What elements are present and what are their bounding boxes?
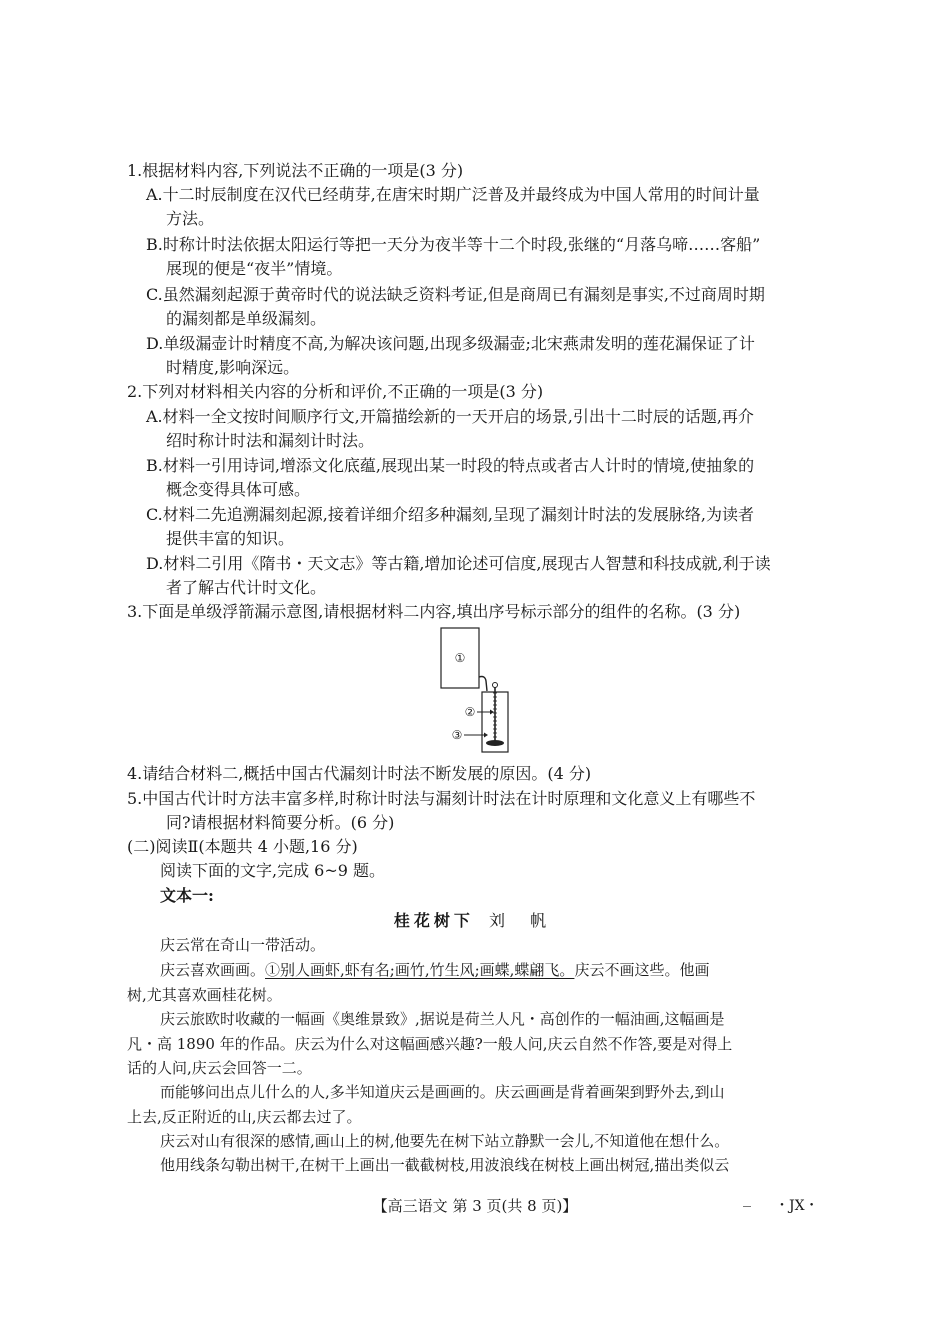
q4-stem: 4.请结合材料二,概括中国古代漏刻计时法不断发展的原因。(4 分) [127, 764, 592, 783]
q2-option-d: D.材料二引用《隋书・天文志》等古籍,增加论述可信度,展现古人智慧和科技成就,利于读 [146, 554, 771, 573]
q3-stem: 3.下面是单级浮箭漏示意图,请根据材料二内容,填出序号标示部分的组件的名称。(3 分) [127, 602, 741, 621]
float [486, 740, 504, 746]
float-arrow-clepsydra-diagram [440, 625, 510, 755]
label-1: ① [454, 651, 466, 665]
story-p2-start: 庆云喜欢画画。 [160, 961, 266, 979]
q1-option-d: D.单级漏壶计时精度不高,为解决该问题,出现多级漏壶;北宋燕肃发明的莲花漏保证了计 [146, 334, 755, 353]
story-paragraph-3-end: 话的人问,庆云会回答一二。 [127, 1059, 312, 1077]
story-paragraph-3: 庆云旅欧时收藏的一幅画《奥维景致》,据说是荷兰人凡・高创作的一幅油画,这幅画是 [160, 1010, 725, 1028]
q5-stem: 5.中国古代计时方法丰富多样,时称计时法与漏刻计时法在计时原理和文化意义上有哪些不 [127, 789, 756, 808]
q1-option-a: A.十二时辰制度在汉代已经萌芽,在唐宋时期广泛普及并最终成为中国人常用的时间计量 [146, 185, 760, 204]
footer-code: ・JX・ [775, 1198, 819, 1214]
q1-option-c-cont: 的漏刻都是单级漏刻。 [166, 309, 327, 328]
q1-option-b-cont: 展现的便是“夜半”情境。 [166, 259, 343, 278]
q1-stem: 1.根据材料内容,下列说法不正确的一项是(3 分) [127, 161, 464, 180]
q2-option-d-cont: 者了解古代计时文化。 [166, 578, 327, 597]
q1-option-a-cont: 方法。 [166, 209, 215, 228]
section-header: (二)阅读Ⅱ(本题共 4 小题,16 分) [127, 837, 358, 856]
story-paragraph-4-cont: 上去,反正附近的山,庆云都去过了。 [127, 1108, 362, 1126]
section-instruction: 阅读下面的文字,完成 6~9 题。 [160, 861, 386, 880]
q1-option-b: B.时称计时法依据太阳运行等把一天分为夜半等十二个时段,张继的“月落乌啼……客船” [146, 235, 761, 254]
q1-option-d-cont: 时精度,影响深远。 [166, 358, 300, 377]
story-paragraph-2-cont: 树,尤其喜欢画桂花树。 [127, 986, 282, 1004]
label-2: ② [464, 705, 476, 719]
q2-option-c: C.材料二先追溯漏刻起源,接着详细介绍多种漏刻,呈现了漏刻计时法的发展脉络,为读者 [146, 505, 755, 524]
q1-option-c: C.虽然漏刻起源于黄帝时代的说法缺乏资料考证,但是商周已有漏刻是事实,不过商周时期 [146, 285, 765, 304]
story-author: 刘 帆 [489, 911, 557, 930]
story-paragraph-2 [160, 959, 709, 981]
underlined-sentence-1: ①别人画虾,虾有名;画竹,竹生风;画蝶,蝶翩飞。 [265, 961, 575, 979]
story-paragraph-5: 庆云对山有很深的感情,画山上的树,他要先在树下站立静默一会儿,不知道他在想什么。 [160, 1132, 730, 1150]
arrow-knob [493, 683, 498, 688]
story-paragraph-3-cont: 凡・高 1890 年的作品。庆云为什么对这幅画感兴趣?一般人问,庆云自然不作答,要是对得上 [127, 1035, 733, 1053]
spout [479, 677, 487, 692]
q2-option-b: B.材料一引用诗词,增添文化底蕴,展现出某一时段的特点或者古人计时的情境,使抽象的 [146, 456, 755, 475]
page-footer: 【高三语文 第 3 页(共 8 页)】 [372, 1197, 578, 1215]
story-title: 桂花树下 [393, 911, 474, 930]
q2-option-b-cont: 概念变得具体可感。 [166, 480, 311, 499]
story-p2-end: 庆云不画这些。他画 [574, 961, 710, 979]
story-heading [0, 910, 950, 932]
story-paragraph-6: 他用线条勾勒出树干,在树干上画出一截截树枝,用波浪线在树枝上画出树冠,描出类似云 [160, 1156, 730, 1174]
footer-mark [743, 1206, 751, 1207]
story-paragraph-1: 庆云常在奇山一带活动。 [160, 936, 326, 954]
q2-option-a-cont: 绍时称计时法和漏刻计时法。 [166, 431, 375, 450]
q2-stem: 2.下列对材料相关内容的分析和评价,不正确的一项是(3 分) [127, 382, 544, 401]
story-paragraph-4: 而能够问出点儿什么的人,多半知道庆云是画画的。庆云画画是背着画架到野外去,到山 [160, 1083, 725, 1101]
q2-option-a: A.材料一全文按时间顺序行文,开篇描绘新的一天开启的场景,引出十二时辰的话题,再介 [146, 407, 754, 426]
label-3: ③ [451, 728, 463, 742]
text-label: 文本一: [160, 886, 214, 905]
q5-stem-cont: 同?请根据材料简要分析。(6 分) [166, 813, 395, 832]
q2-option-c-cont: 提供丰富的知识。 [166, 529, 295, 548]
